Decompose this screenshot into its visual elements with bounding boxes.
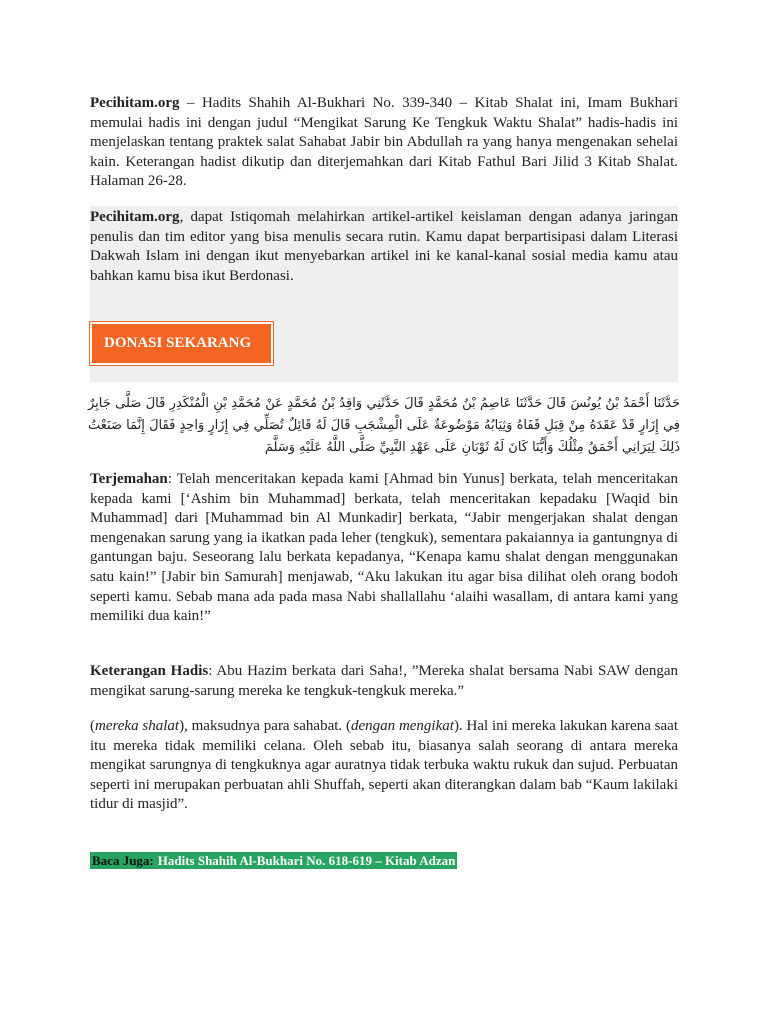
promo-paragraph xyxy=(90,208,678,286)
penjelasan-mid: ), maksudnya para sahabat. ( xyxy=(179,718,351,734)
terjemahan-label: Terjemahan xyxy=(90,471,168,487)
terjemahan-paragraph xyxy=(90,470,678,627)
arabic-hadith-text: حَدَّثَنَا أَحْمَدُ بْنُ يُونُسَ قَالَ حَدَّثَنَا عَاصِمُ بْنُ مُحَمَّدٍ قَالَ حَدَّثَنِي وَاقِدُ بْنُ مُحَمَّدٍ عَنْ مُحَمَّدِ بْنِ الْمُنْكَدِرِ قَالَ صَلَّى جَابِرٌ فِي إِزَارٍ قَدْ عَقَدَهُ مِنْ قِبَلِ قَفَاهُ وَثِيَابُهُ مَوْضُوعَةٌ عَلَى الْمِشْجَبِ قَالَ لَهُ قَائِلٌ تُصَلِّي فِي إِزَارٍ وَاحِدٍ فَقَالَ إِنَّمَا صَنَعْتُ ذَلِكَ لِيَرَانِي أَحْمَقُ مِثْلُكَ وَأَيُّنَا كَانَ لَهُ ثَوْبَانِ عَلَى عَهْدِ النَّبِيِّ صَلَّى اللَّهُ عَلَيْهِ وَسَلَّمَ xyxy=(88,396,680,455)
intro-paragraph xyxy=(90,94,678,192)
italic-mereka-shalat: mereka shalat xyxy=(95,718,180,734)
baca-juga-banner xyxy=(90,852,457,869)
promo-text: , dapat Istiqomah melahirkan artikel-artikel keislaman dengan adanya jaringan penulis dan tim editor yang bisa menulis secara rutin. Kamu dapat berpartisipasi dalam Literasi Dakwah Islam ini dengan ikut menyebarkan artikel ini ke kanal-kanal sosial media kamu atau bahkan kamu bisa ikut Berdonasi. xyxy=(90,209,678,284)
keterangan-text: : Abu Hazim berkata dari Saha!, ”Mereka shalat bersama Nabi SAW dengan mengikat sarung-sarung mereka ke tengkuk-tengkuk mereka.” xyxy=(90,663,678,699)
paren-open: ( xyxy=(90,718,95,734)
italic-dengan-mengikat: dengan mengikat xyxy=(350,718,454,734)
site-name: Pecihitam.org xyxy=(90,95,180,111)
keterangan-paragraph xyxy=(90,662,678,701)
promo-site-name: Pecihitam.org xyxy=(90,209,180,225)
penjelasan-rest: ). Hal ini mereka lakukan karena saat itu mereka tidak memiliki celana. Oleh sebab itu, biasanya salah seorang di antara mereka mengikat sarungnya di tengkuknya agar auratnya tidak terbuka waktu rukuk dan sujud. Perbuatan seperti ini merupakan perbuatan ahli Shuffah, seperti akan diterangkan dalam bab “Kaum lakilaki tidur di masjid”. xyxy=(90,718,678,813)
baca-juga-link[interactable]: Hadits Shahih Al-Bukhari No. 618-619 – Kitab Adzan xyxy=(157,853,456,868)
terjemahan-text: : Telah menceritakan kepada kami [Ahmad bin Yunus] berkata, telah menceritakan kepada kami [‘Ashim bin Muhammad] berkata, telah menceritakan kepadaku [Waqid bin Muhammad] dari [Muhammad bin Al Munkadir] berkata, “Jabir mengerjakan shalat dengan mengenakan sarung yang ia ikatkan pada leher (tengkuk), sementara pakaiannya ia gantungnya di gantungan baju. Seseorang lalu berkata kepadanya, “Kenapa kamu shalat dengan menggunakan satu kain!” [Jabir bin Samurah] menjawab, “Aku lakukan itu agar bisa dilihat oleh orang bodoh seperti kamu. Sebab mana ada pada masa Nabi shallallahu ‘alaihi wasallam, di antara kami yang memiliki dua kain!” xyxy=(90,471,678,625)
intro-text: – Hadits Shahih Al-Bukhari No. 339-340 – Kitab Shalat ini, Imam Bukhari memulai hadis ini dengan judul “Mengikat Sarung Ke Tengkuk Waktu Shalat” hadis-hadis ini menjelaskan tentang praktek salat Sahabat Jabir bin Abdullah ra yang hanya mengenakan sehelai kain. Keterangan hadist dikutip dan diterjemahkan dari Kitab Fathul Bari Jilid 3 Kitab Shalat. Halaman 26-28. xyxy=(90,95,678,190)
baca-juga-label: Baca Juga: xyxy=(92,853,154,868)
penjelasan-paragraph xyxy=(90,717,678,815)
keterangan-label: Keterangan Hadis xyxy=(90,663,209,679)
donate-button[interactable]: DONASI SEKARANG xyxy=(90,322,273,365)
